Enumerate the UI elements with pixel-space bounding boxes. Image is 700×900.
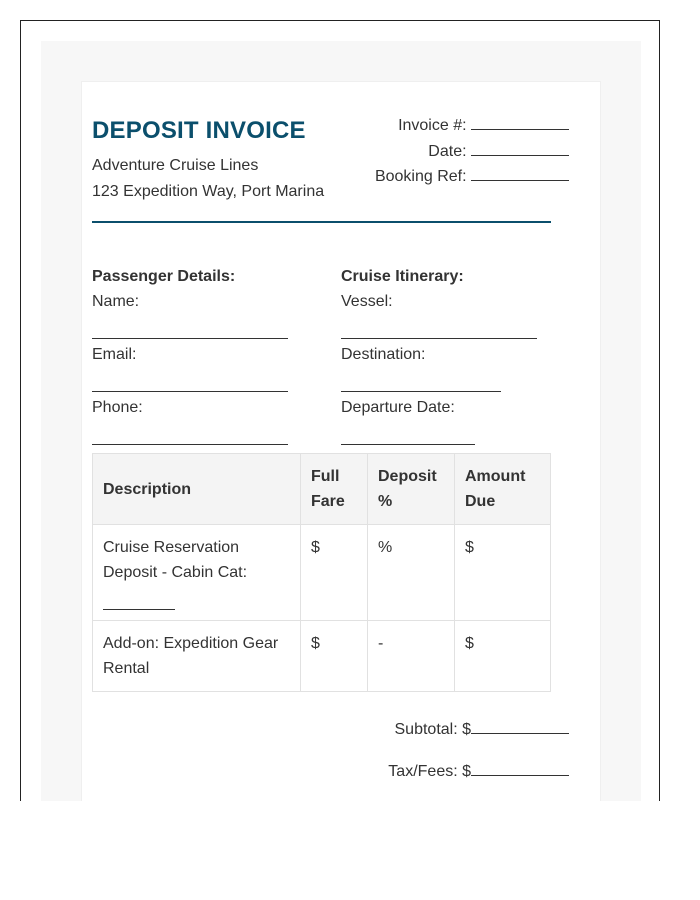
row-full-fare: $ (301, 525, 368, 621)
cabin-category-blank (103, 591, 175, 610)
invoice-number-label: Invoice #: (398, 117, 467, 134)
passenger-details (92, 265, 288, 448)
row-full-fare: $ (301, 621, 368, 692)
row-description (93, 525, 301, 621)
vessel-blank (341, 314, 537, 339)
subtotal-row (395, 719, 570, 739)
subtotal-blank (471, 719, 569, 734)
tax-fees-row (388, 761, 569, 781)
vessel-label: Vessel: (341, 293, 393, 310)
date-row (375, 139, 569, 165)
cruise-itinerary (341, 265, 541, 448)
destination-blank (341, 367, 501, 392)
destination-label: Destination: (341, 346, 426, 363)
row-description: Add-on: Expedition Gear Rental (93, 621, 301, 692)
header-amount-due: Amount Due (455, 454, 551, 525)
passenger-name-label: Name: (92, 293, 140, 310)
invoice-meta (375, 113, 569, 190)
tax-fees-blank (471, 761, 569, 776)
document-frame (20, 20, 660, 801)
row-deposit-percent: % (368, 525, 455, 621)
row-amount-due: $ (455, 621, 551, 692)
header-description: Description (93, 454, 301, 525)
subtotal-label: Subtotal: $ (394, 721, 471, 738)
passenger-email-label: Email: (92, 346, 137, 363)
row-amount-due: $ (455, 525, 551, 621)
row-deposit-percent: - (368, 621, 455, 692)
table-row (93, 621, 551, 692)
itinerary-heading: Cruise Itinerary: (341, 268, 464, 285)
date-blank (471, 141, 569, 156)
booking-ref-row (375, 164, 569, 190)
company-info (92, 153, 324, 205)
company-name: Adventure Cruise Lines (92, 157, 259, 174)
table-header-row (93, 454, 551, 525)
company-address: 123 Expedition Way, Port Marina (92, 183, 325, 200)
header-deposit-percent: Deposit % (368, 454, 455, 525)
passenger-phone-blank (92, 420, 288, 445)
tax-fees-label: Tax/Fees: $ (388, 763, 471, 780)
date-label: Date: (428, 142, 467, 160)
invoice-title: DEPOSIT INVOICE (92, 117, 306, 144)
booking-ref-blank (471, 166, 569, 181)
departure-date-blank (341, 420, 475, 445)
invoice-number-row (375, 113, 569, 139)
passenger-phone-label: Phone: (92, 399, 143, 416)
passenger-heading: Passenger Details: (92, 268, 236, 285)
header-divider (92, 221, 551, 223)
invoice-number-blank (471, 115, 569, 130)
passenger-name-blank (92, 314, 288, 339)
row-description-text: Cruise Reservation Deposit - Cabin Cat: (103, 539, 248, 581)
passenger-email-blank (92, 367, 288, 392)
invoice-items-table (92, 453, 551, 692)
booking-ref-label: Booking Ref: (374, 168, 467, 185)
header-full-fare: Full Fare (301, 454, 368, 525)
table-row (93, 525, 551, 621)
departure-date-label: Departure Date: (341, 399, 455, 416)
